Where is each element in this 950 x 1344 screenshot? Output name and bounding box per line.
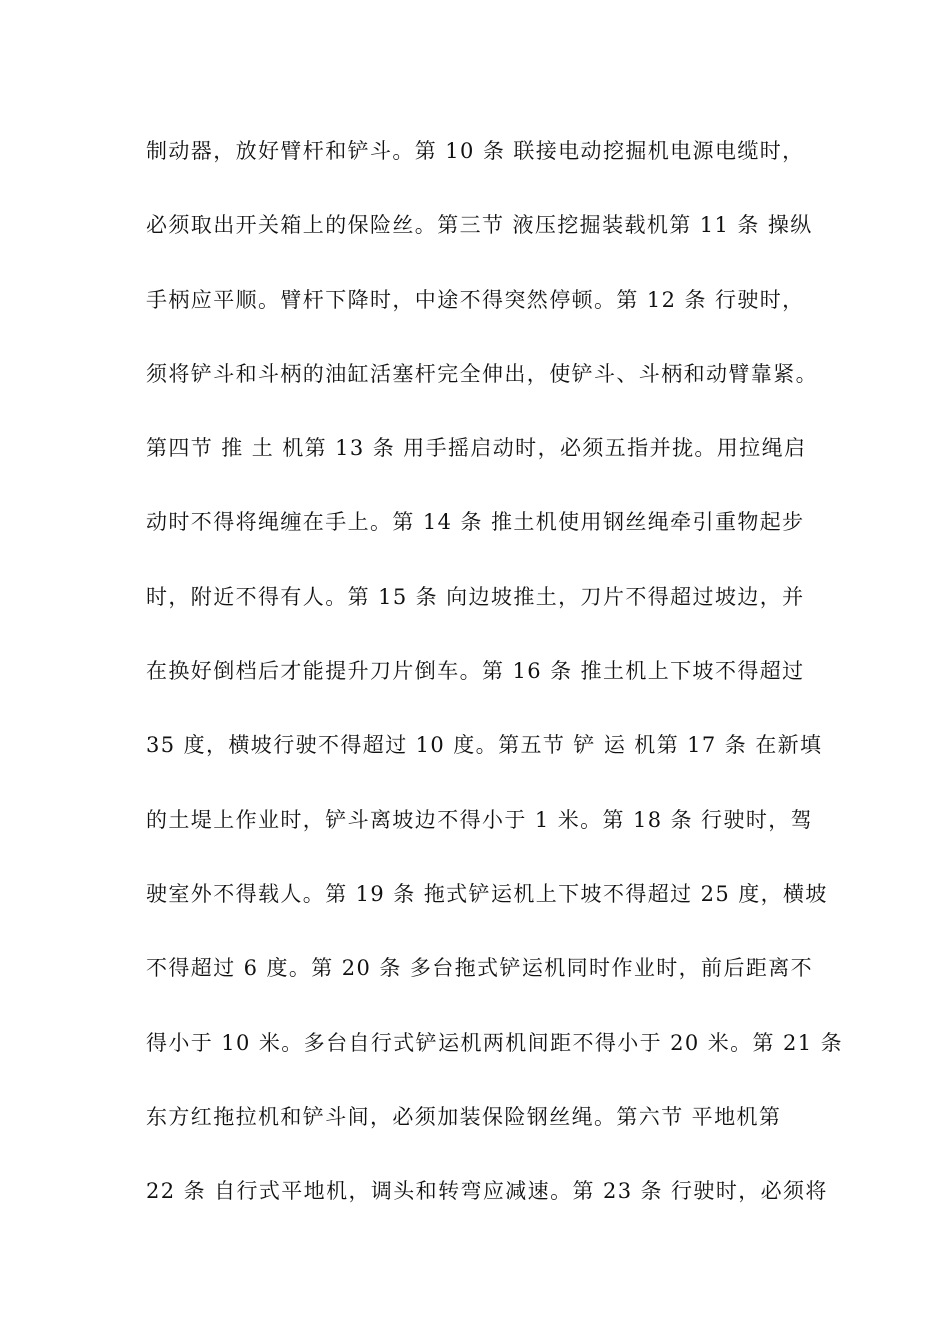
body-text [146, 128, 844, 1242]
text-line: 必须取出开关箱上的保险丝。第三节 液压挖掘装载机第 11 条 操纵 [146, 213, 813, 238]
text-line: 在换好倒档后才能提升刀片倒车。第 16 条 推土机上下坡不得超过 [146, 659, 805, 684]
text-line: 的土堤上作业时，铲斗离坡边不得小于 1 米。第 18 条 行驶时，驾 [146, 807, 814, 832]
text-line: 第四节 推 土 机第 13 条 用手摇启动时，必须五指并拢。用拉绳启 [146, 436, 807, 461]
text-line: 制动器，放好臂杆和铲斗。第 10 条 联接电动挖掘机电源电缆时， [146, 139, 805, 163]
text-line: 动时不得将绳缠在手上。第 14 条 推土机使用钢丝绳牵引重物起步 [146, 510, 805, 535]
text-line: 35 度，横坡行驶不得超过 10 度。第五节 铲 运 机第 17 条 在新填 [146, 733, 823, 758]
text-line: 驶室外不得载人。第 19 条 拖式铲运机上下坡不得超过 25 度，横坡 [146, 881, 828, 906]
text-line: 东方红拖拉机和铲斗间，必须加装保险钢丝绳。第六节 平地机第 [146, 1104, 782, 1129]
text-line: 时，附近不得有人。第 15 条 向边坡推土，刀片不得超过坡边，并 [146, 584, 805, 609]
text-line: 须将铲斗和斗柄的油缸活塞杆完全伸出，使铲斗、斗柄和动臂靠紧。 [146, 361, 818, 386]
text-line: 不得超过 6 度。第 20 条 多台拖式铲运机同时作业时，前后距离不 [146, 956, 814, 981]
text-line: 22 条 自行式平地机，调头和转弯应减速。第 23 条 行驶时，必须将 [146, 1179, 828, 1204]
text-line: 手柄应平顺。臂杆下降时，中途不得突然停顿。第 12 条 行驶时， [146, 287, 805, 312]
text-line: 得小于 10 米。多台自行式铲运机两机间距不得小于 20 米。第 21 条 [146, 1030, 844, 1055]
